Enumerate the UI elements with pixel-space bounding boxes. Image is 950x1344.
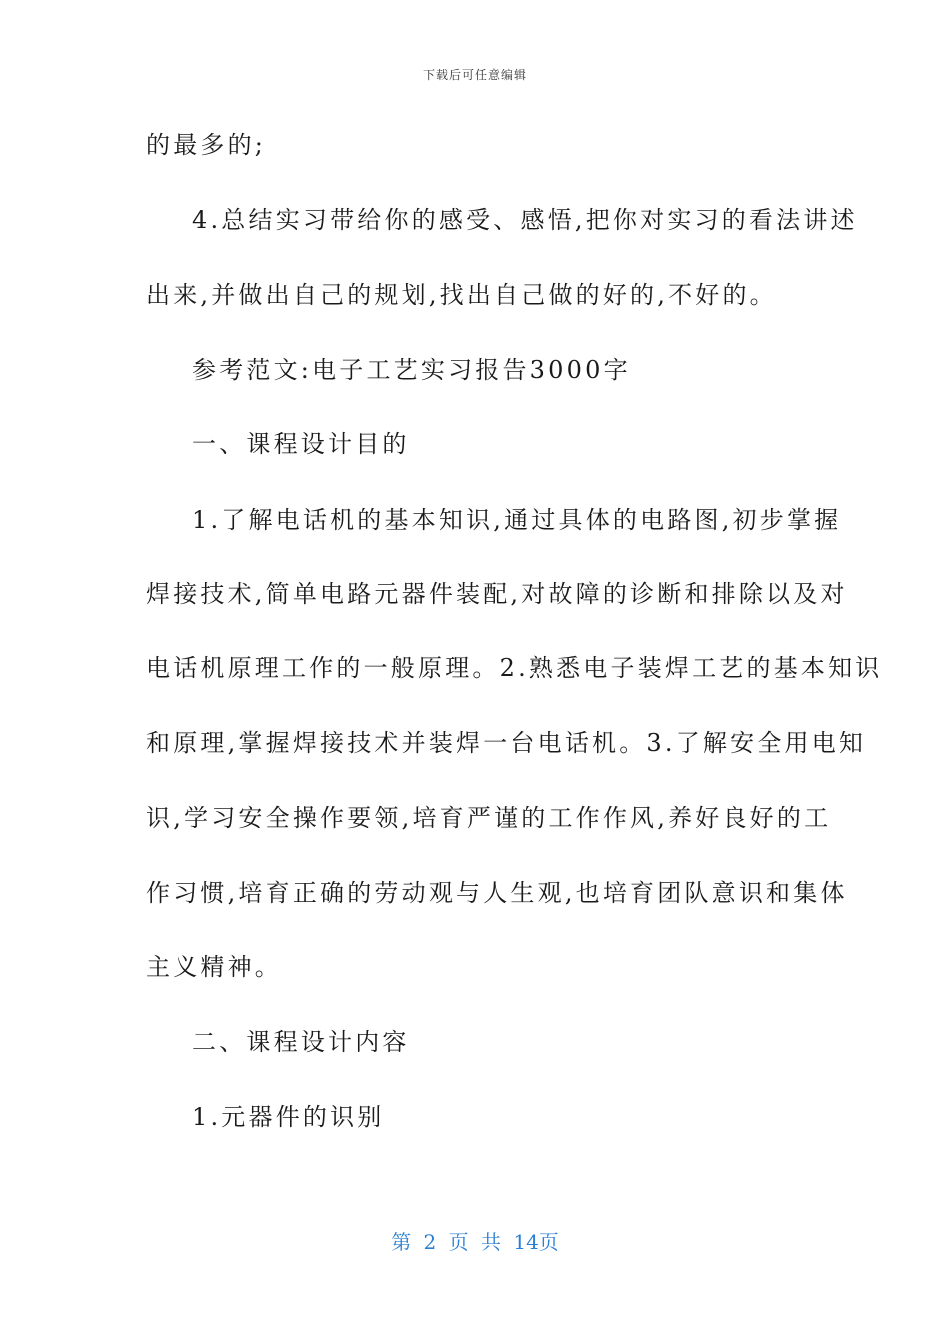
section-heading: 二、课程设计内容 xyxy=(192,1028,410,1056)
body-line: 电话机原理工作的一般原理。2.熟悉电子装焊工艺的基本知识 xyxy=(146,654,883,682)
body-line: 作习惯,培育正确的劳动观与人生观,也培育团队意识和集体 xyxy=(146,879,848,907)
body-line: 出来,并做出自己的规划,找出自己做的好的,不好的。 xyxy=(146,281,777,309)
section-reference-heading: 参考范文:电子工艺实习报告3000字 xyxy=(192,356,631,384)
body-line: 和原理,掌握焊接技术并装焊一台电话机。3.了解安全用电知 xyxy=(146,729,867,757)
section-heading: 一、课程设计目的 xyxy=(192,430,410,458)
body-line: 的最多的; xyxy=(146,131,267,159)
body-line: 焊接技术,简单电路元器件装配,对故障的诊断和排除以及对 xyxy=(146,580,848,608)
body-line: 主义精神。 xyxy=(146,953,282,981)
body-line: 识,学习安全操作要领,培育严谨的工作作风,养好良好的工 xyxy=(146,804,832,832)
body-line: 1.元器件的识别 xyxy=(192,1103,385,1131)
body-line: 1.了解电话机的基本知识,通过具体的电路图,初步掌握 xyxy=(192,506,842,534)
body-line: 4.总结实习带给你的感受、感悟,把你对实习的看法讲述 xyxy=(192,206,858,234)
page-header: 下载后可任意编辑 xyxy=(422,68,527,82)
page-number-footer: 第 2 页 共 14页 xyxy=(391,1230,559,1254)
